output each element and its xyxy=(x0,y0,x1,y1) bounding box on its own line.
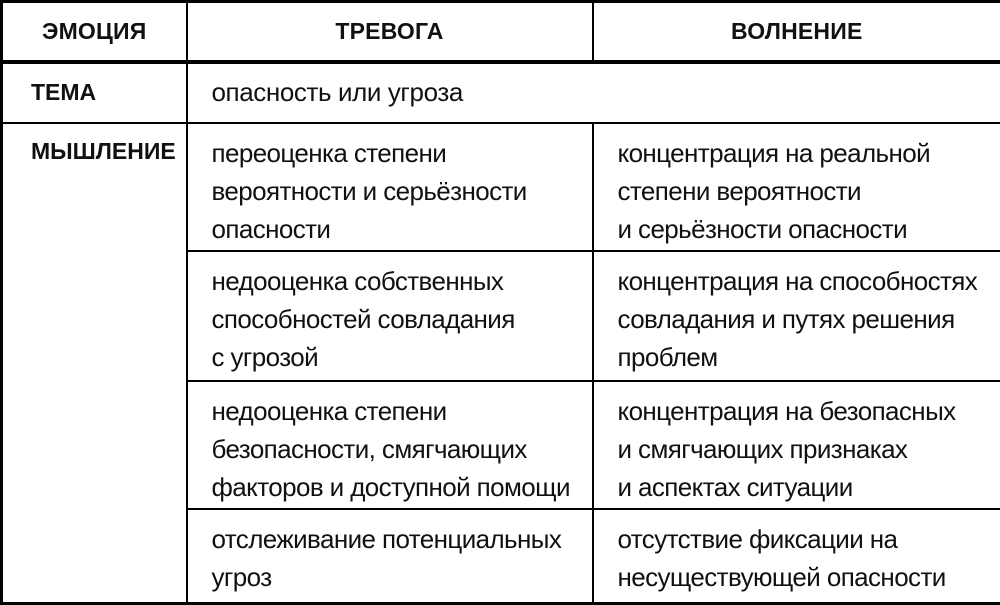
theme-row-value: опасность или угроза xyxy=(187,62,1000,123)
thinking-row-label: МЫШЛЕНИЕ xyxy=(2,123,187,604)
thinking-anxiety-cell-1: переоценка степени вероятности и серьёзности опасности xyxy=(187,123,593,251)
thinking-excitement-cell-4: отсутствие фиксации на несуществующей опасности xyxy=(593,509,1000,604)
thinking-excitement-cell-2: концентрация на способностях совладания и путях решения проблем xyxy=(593,251,1000,381)
theme-row xyxy=(2,62,1000,123)
thinking-anxiety-cell-2: недооценка собственных способностей совладания с угрозой xyxy=(187,251,593,381)
thinking-anxiety-cell-3: недооценка степени безопасности, смягчающих факторов и доступной помощи xyxy=(187,381,593,509)
theme-row-label: ТЕМА xyxy=(2,62,187,123)
header-emotion: ЭМОЦИЯ xyxy=(2,2,187,62)
header-row xyxy=(2,2,1000,62)
thinking-row-1 xyxy=(2,123,1000,251)
thinking-excitement-cell-1: концентрация на реальной степени вероятности и серьёзности опасности xyxy=(593,123,1000,251)
header-anxiety: ТРЕВОГА xyxy=(187,2,593,62)
thinking-anxiety-cell-4: отслеживание потенциальных угроз xyxy=(187,509,593,604)
thinking-excitement-cell-3: концентрация на безопасных и смягчающих признаках и аспектах ситуации xyxy=(593,381,1000,509)
header-excitement: ВОЛНЕНИЕ xyxy=(593,2,1000,62)
